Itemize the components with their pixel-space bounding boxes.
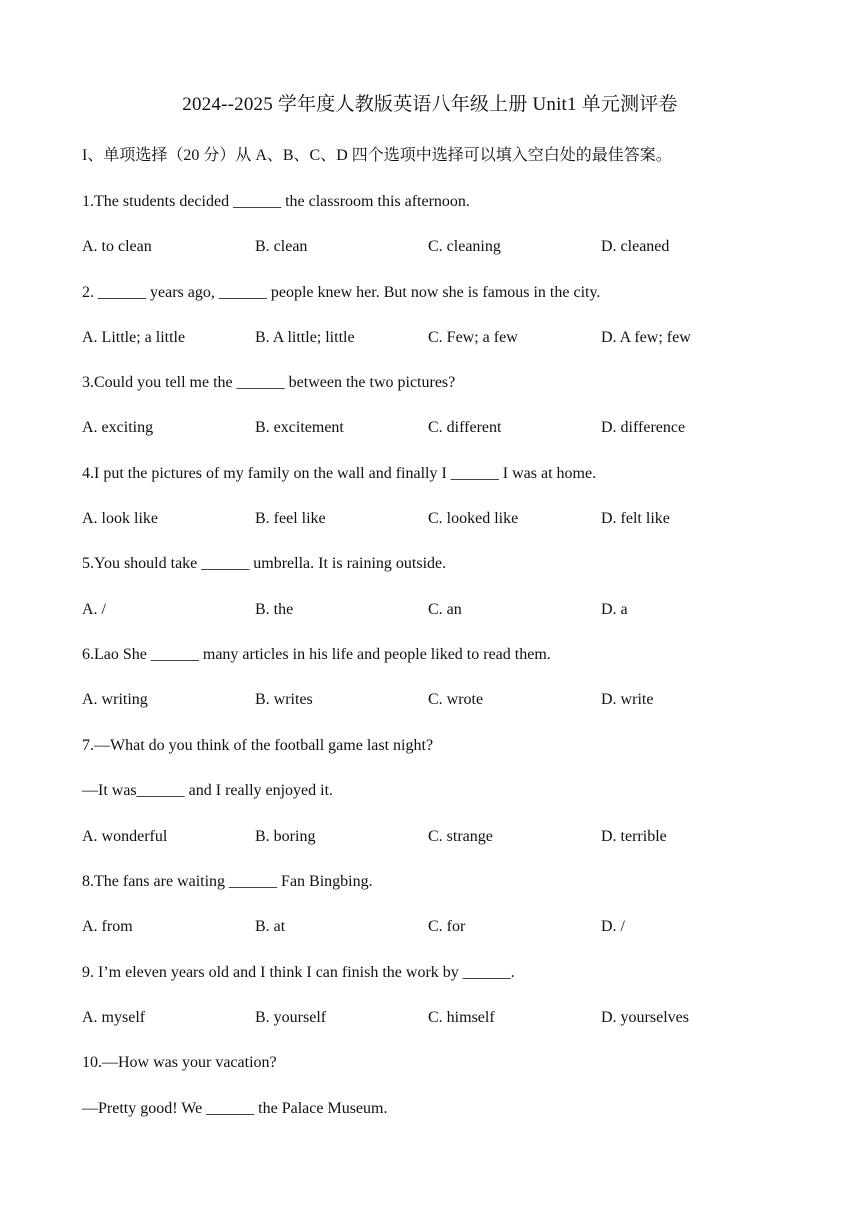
question-1-options <box>82 237 782 257</box>
question-7-option-d: D. terrible <box>601 828 667 845</box>
question-3-option-b: B. excitement <box>255 419 344 436</box>
question-8-option-b: B. at <box>255 918 286 935</box>
section-heading: I、单项选择（20 分）从 A、B、C、D 四个选项中选择可以填入空白处的最佳答案。 <box>82 147 672 164</box>
question-8-option-a: A. from <box>82 918 133 935</box>
question-5-option-b: B. the <box>255 601 294 618</box>
question-7-options <box>82 827 782 847</box>
question-4-options <box>82 509 782 529</box>
question-1-option-a: A. to clean <box>82 238 152 255</box>
question-7-option-c: C. strange <box>428 828 493 845</box>
question-4-option-a: A. look like <box>82 510 158 527</box>
question-5-option-c: C. an <box>428 601 462 618</box>
question-6-option-b: B. writes <box>255 691 313 708</box>
question-3-stem: 3.Could you tell me the ______ between the two pictures? <box>82 374 456 391</box>
question-5-options <box>82 600 782 620</box>
question-3-option-a: A. exciting <box>82 419 154 436</box>
question-3-option-d: D. difference <box>601 419 686 436</box>
question-7-stem: 7.—What do you think of the football game last night? <box>82 737 434 754</box>
question-4-option-b: B. feel like <box>255 510 326 527</box>
question-4-stem: 4.I put the pictures of my family on the wall and finally I ______ I was at home. <box>82 465 597 482</box>
question-9-option-d: D. yourselves <box>601 1009 689 1026</box>
question-2-stem: 2. ______ years ago, ______ people knew her. But now she is famous in the city. <box>82 284 601 301</box>
question-6-option-d: D. write <box>601 691 654 708</box>
question-2-options <box>82 328 782 348</box>
question-8-stem: 8.The fans are waiting ______ Fan Bingbing. <box>82 873 373 890</box>
question-2-option-c: C. Few; a few <box>428 329 518 346</box>
question-3-option-c: C. different <box>428 419 502 436</box>
question-9-option-a: A. myself <box>82 1009 146 1026</box>
question-8-option-d: D. / <box>601 918 625 935</box>
question-9-options <box>82 1008 782 1028</box>
question-7-stem-reply: —It was______ and I really enjoyed it. <box>82 782 334 799</box>
question-2-option-d: D. A few; few <box>601 329 691 346</box>
question-4-option-c: C. looked like <box>428 510 519 527</box>
document-title: 2024--2025 学年度人教版英语八年级上册 Unit1 单元测评卷 <box>182 94 678 115</box>
question-6-options <box>82 690 782 710</box>
question-9-option-c: C. himself <box>428 1009 495 1026</box>
question-5-option-a: A. / <box>82 601 106 618</box>
question-4-option-d: D. felt like <box>601 510 670 527</box>
question-5-option-d: D. a <box>601 601 628 618</box>
question-8-option-c: C. for <box>428 918 466 935</box>
question-1-option-c: C. cleaning <box>428 238 501 255</box>
question-10-stem-reply: —Pretty good! We ______ the Palace Museum. <box>82 1100 388 1117</box>
question-6-option-a: A. writing <box>82 691 148 708</box>
question-7-option-a: A. wonderful <box>82 828 168 845</box>
question-5-stem: 5.You should take ______ umbrella. It is raining outside. <box>82 555 447 572</box>
question-1-option-d: D. cleaned <box>601 238 670 255</box>
question-10-stem: 10.—How was your vacation? <box>82 1054 277 1071</box>
question-9-option-b: B. yourself <box>255 1009 327 1026</box>
question-1-stem: 1.The students decided ______ the classroom this afternoon. <box>82 193 470 210</box>
question-6-stem: 6.Lao She ______ many articles in his life and people liked to read them. <box>82 646 551 663</box>
question-3-options <box>82 418 782 438</box>
question-1-option-b: B. clean <box>255 238 308 255</box>
question-2-option-a: A. Little; a little <box>82 329 186 346</box>
question-8-options <box>82 917 782 937</box>
question-7-option-b: B. boring <box>255 828 316 845</box>
question-2-option-b: B. A little; little <box>255 329 355 346</box>
question-9-stem: 9. I’m eleven years old and I think I can finish the work by ______. <box>82 964 515 981</box>
question-6-option-c: C. wrote <box>428 691 484 708</box>
